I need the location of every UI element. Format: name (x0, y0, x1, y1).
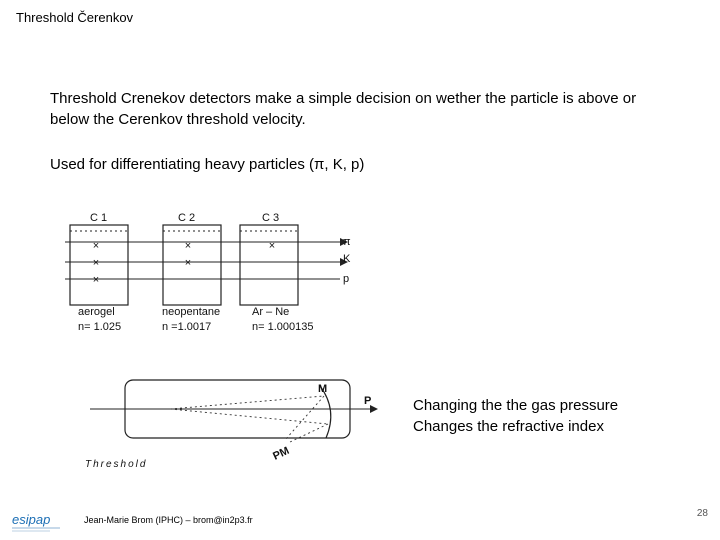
pm-label: PM (271, 444, 292, 463)
usage-paragraph: Used for differentiating heavy particles (π, K, p) (50, 156, 365, 173)
pressure-note-line2: Changes the refractive index (413, 418, 604, 435)
esipap-logo-text: esipap (12, 512, 51, 527)
threshold-counter-schematic (80, 372, 400, 472)
pressure-note-line1: Changing the the gas pressure (413, 397, 619, 414)
index-neopentane: n =1.0017 (162, 321, 212, 333)
counter-c2-box (163, 225, 221, 305)
page-number: 28 (696, 508, 708, 519)
counter-c3-box (240, 225, 298, 305)
counter-label-c2: C 2 (178, 212, 196, 224)
threshold-counters-diagram (60, 205, 370, 340)
counter-label-c3: C 3 (262, 212, 280, 224)
svg-text:×: × (92, 257, 100, 269)
threshold-caption: Threshold (85, 459, 148, 470)
svg-text:×: × (92, 240, 100, 252)
intro-paragraph: Threshold Crenekov detectors make a simple decision on wether the particle is above or below the Cerenkov threshold velocity. (50, 90, 637, 128)
particle-label-k: K (343, 253, 351, 265)
footer-author: Jean-Marie Brom (IPHC) – brom@in2p3.fr (84, 515, 253, 525)
index-ar-ne: n= 1.000135 (252, 321, 314, 333)
counter-label-c1: C 1 (90, 212, 108, 224)
particle-label-p: p (343, 273, 350, 285)
mirror-label: M (318, 383, 328, 395)
svg-text:×: × (268, 240, 276, 252)
medium-ar-ne: Ar – Ne (252, 306, 290, 318)
medium-aerogel: aerogel (78, 306, 115, 318)
pressure-note (413, 395, 618, 437)
svg-text:×: × (184, 257, 192, 269)
particle-label-pi: π (343, 236, 351, 248)
esipap-logo (10, 512, 66, 539)
svg-text:×: × (92, 274, 100, 286)
medium-neopentane: neopentane (162, 306, 221, 318)
index-aerogel: n= 1.025 (78, 321, 122, 333)
slide-title: Threshold Čerenkov (16, 10, 134, 25)
particle-p-label: P (364, 395, 372, 407)
svg-text:×: × (184, 240, 192, 252)
